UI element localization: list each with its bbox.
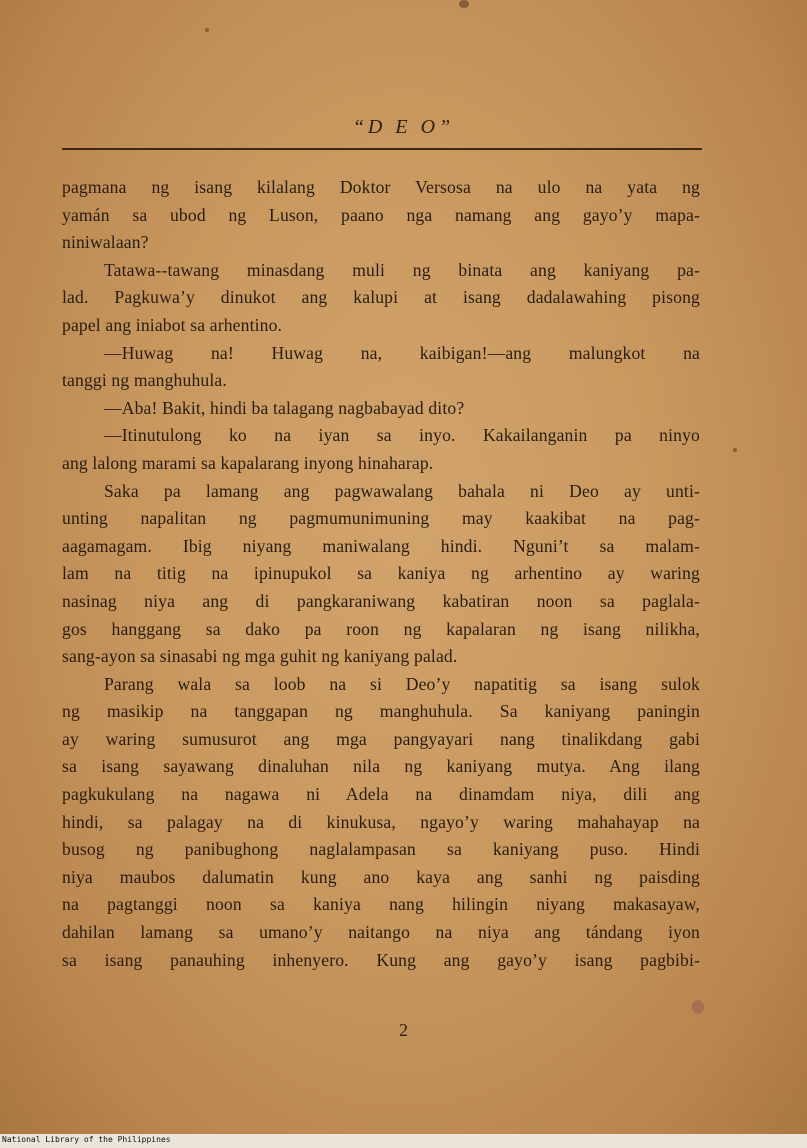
ink-speck	[459, 0, 469, 8]
header-rule	[62, 148, 702, 150]
text-line: pagkukulang na nagawa ni Adela na dinamdam niya, dili ang	[62, 784, 700, 805]
text-line: —Huwag na! Huwag na, kaibigan!—ang malungkot na	[104, 342, 700, 363]
text-line: —Itinutulong ko na iyan sa inyo. Kakailanganin pa ninyo	[104, 425, 700, 446]
text-line: pagmana ng isang kilalang Doktor Versosa na ulo na yata ng	[62, 177, 700, 197]
text-line: hindi, sa palagay na di kinukusa, ngayo’y waring mahahayap na	[62, 811, 700, 832]
ink-speck	[205, 28, 209, 32]
running-header-title: “D E O”	[352, 116, 455, 138]
scan-credit-text: National Library of the Philippines	[0, 1134, 807, 1146]
text-line: Parang wala sa loob na si Deo’y napatitig sa isang sulok	[104, 673, 700, 694]
text-line: niya maubos dalumatin kung ano kaya ang sanhi ng paisding	[62, 866, 700, 887]
text-line: Saka pa lamang ang pagwawalang bahala ni Deo ay unti-	[104, 480, 700, 501]
text-line: sa isang sayawang dinaluhan nila ng kaniyang mutya. Ang ilang	[62, 756, 700, 777]
text-line: Tatawa--tawang minasdang muli ng binata ang kaniyang pa-	[104, 259, 700, 280]
text-line: nasinag niya ang di pangkaraniwang kabatiran noon sa paglala-	[62, 590, 700, 611]
text-line: dahilan lamang sa umano’y naitango na niya ang tándang iyon	[62, 922, 700, 943]
text-line: lam na titig na ipinupukol sa kaniya ng arhentino ay waring	[62, 563, 700, 584]
ink-speck	[733, 448, 737, 452]
text-line: yamán sa ubod ng Luson, paano nga namang ang gayo’y mapa-	[62, 204, 700, 225]
text-line: —Aba! Bakit, hindi ba talagang nagbabayad dito?	[104, 397, 465, 418]
page-number: 2	[399, 1020, 408, 1040]
text-line: aagamagam. Ibig niyang maniwalang hindi. Nguni’t sa malam-	[62, 535, 700, 556]
ink-speck	[692, 1000, 704, 1014]
text-line: ng masikip na tanggapan ng manghuhula. Sa kaniyang paningin	[62, 701, 700, 722]
text-line: gos hanggang sa dako pa roon ng kapalaran ng isang nilikha,	[62, 618, 700, 639]
text-line: ang lalong marami sa kapalarang inyong hinaharap.	[62, 452, 434, 473]
text-line: lad. Pagkuwa’y dinukot ang kalupi at isang dadalawahing pisong	[62, 287, 700, 308]
text-line: busog ng panibughong naglalampasan sa kaniyang puso. Hindi	[62, 839, 700, 860]
body-text	[62, 174, 700, 974]
text-line: papel ang iniabot sa arhentino.	[62, 314, 283, 335]
text-line: niniwalaan?	[62, 232, 149, 253]
text-line: unting napalitan ng pagmumunimuning may kaakibat na pag-	[62, 508, 700, 529]
text-line: sa isang panauhing inhenyero. Kung ang gayo’y isang pagbibi-	[62, 949, 700, 970]
text-line: na pagtanggi noon sa kaniya nang hilingin niyang makasayaw,	[62, 894, 700, 915]
text-line: sang-ayon sa sinasabi ng mga guhit ng kaniyang palad.	[62, 646, 458, 667]
text-line: ay waring sumusurot ang mga pangyayari nang tinalikdang gabi	[62, 728, 700, 749]
text-line: tanggi ng manghuhula.	[62, 370, 227, 391]
